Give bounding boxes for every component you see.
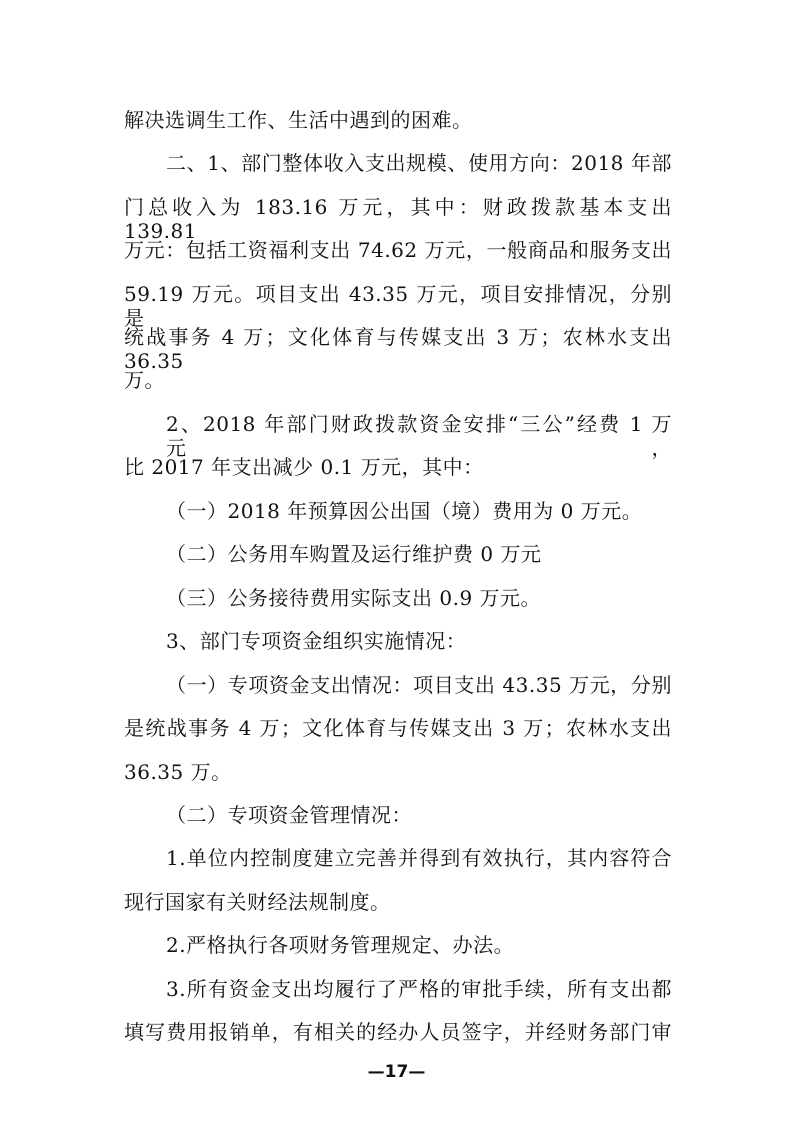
paragraph-line: 3、部门专项资金组织实施情况： [166, 629, 467, 653]
paragraph-line: 二、1、部门整体收入支出规模、使用方向：2018 年部 [166, 151, 672, 175]
paragraph-line: 统战事务 4 万；文化体育与传媒支出 3 万；农林水支出 36.35 [124, 325, 672, 373]
paragraph-line: 59.19 万元。项目支出 43.35 万元，项目安排情况，分别是 [124, 282, 672, 330]
paragraph-line: 比 2017 年支出减少 0.1 万元，其中： [124, 455, 484, 479]
paragraph-line: （一）2018 年预算因公出国（境）费用为 0 万元。 [166, 499, 643, 523]
paragraph-line: 万。 [124, 368, 165, 392]
paragraph-line: 是统战事务 4 万；文化体育与传媒支出 3 万；农林水支出 [124, 716, 672, 740]
paragraph-line: 2、2018 年部门财政拨款资金安排“三公”经费 1 万元， [166, 412, 672, 460]
paragraph-line: （一）专项资金支出情况：项目支出 43.35 万元，分别 [166, 673, 672, 697]
paragraph-line: 3.所有资金支出均履行了严格的审批手续，所有支出都 [166, 977, 672, 1001]
paragraph-line: 1.单位内控制度建立完善并得到有效执行，其内容符合 [166, 846, 672, 870]
paragraph-line: 填写费用报销单，有相关的经办人员签字，并经财务部门审 [124, 1020, 672, 1044]
paragraph-line: 门总收入为 183.16 万元，其中：财政拨款基本支出 139.81 [124, 195, 672, 243]
paragraph-line: （二）专项资金管理情况： [166, 803, 412, 827]
paragraph-line: 解决选调生工作、生活中遇到的困难。 [124, 108, 473, 132]
paragraph-line: 2.严格执行各项财务管理规定、办法。 [166, 933, 515, 957]
paragraph-line: 36.35 万。 [124, 760, 232, 784]
page-number: —17— [367, 1062, 426, 1082]
paragraph-line: （二）公务用车购置及运行维护费 0 万元 [166, 542, 542, 566]
paragraph-line: 现行国家有关财经法规制度。 [124, 890, 391, 914]
paragraph-line: （三）公务接待费用实际支出 0.9 万元。 [166, 586, 542, 610]
paragraph-line: 万元：包括工资福利支出 74.62 万元，一般商品和服务支出 [124, 238, 672, 262]
